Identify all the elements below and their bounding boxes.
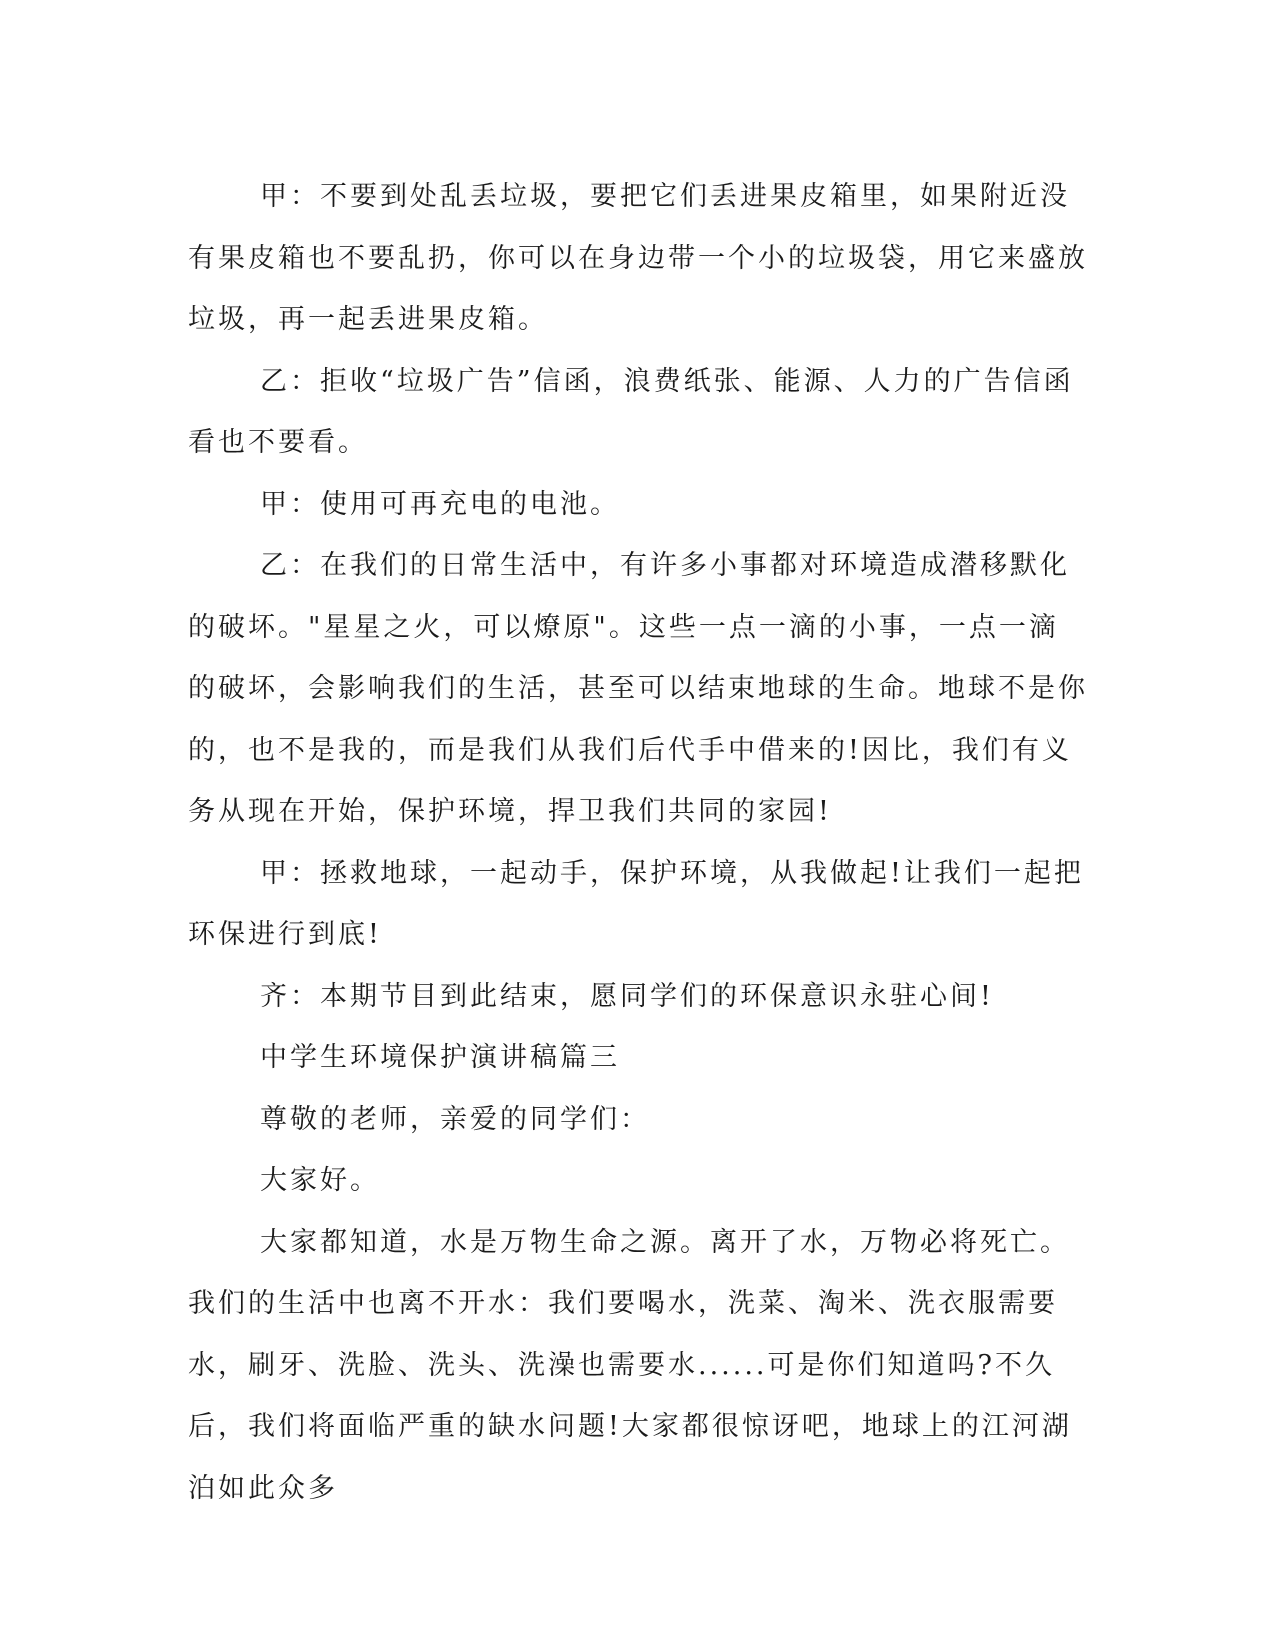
paragraph-water: 大家都知道，水是万物生命之源。离开了水，万物必将死亡。我们的生活中也离不开水：我们要喝水，洗菜、淘米、洗衣服需要水，刷牙、洗脸、洗头、洗澡也需要水......可是你们知道吗?不久后，我们将面临严重的缺水问题!大家都很惊讶吧，地球上的江河湖泊如此众多 (188, 1226, 1072, 1504)
document-body (188, 166, 1088, 1519)
paragraph-yi-daily-life: 乙：在我们的日常生活中，有许多小事都对环境造成潜移默化的破坏。"星星之火，可以燎原"。这些一点一滴的小事，一点一滴的破坏，会影响我们的生活，甚至可以结束地球的生命。地球不是你的，也不是我的，而是我们从我们后代手中借来的!因比，我们有义务从现在开始，保护环境，捍卫我们共同的家园! (188, 550, 1088, 827)
paragraph-jia-save-earth: 甲：拯救地球，一起动手，保护环境，从我做起!让我们一起把环保进行到底! (188, 857, 1084, 950)
paragraph-jia-litter: 甲：不要到处乱丢垃圾，要把它们丢进果皮箱里，如果附近没有果皮箱也不要乱扔，你可以在身边带一个小的垃圾袋，用它来盛放垃圾，再一起丢进果皮箱。 (188, 181, 1088, 335)
paragraph-salutation: 尊敬的老师，亲爱的同学们： (260, 1103, 650, 1135)
paragraph-yi-junk-mail: 乙：拒收“垃圾广告”信函，浪费纸张、能源、人力的广告信函看也不要看。 (188, 365, 1074, 458)
paragraph-jia-batteries: 甲：使用可再充电的电池。 (260, 488, 620, 520)
paragraph-greeting: 大家好。 (260, 1165, 380, 1196)
paragraph-qi-closing: 齐：本期节目到此结束，愿同学们的环保意识永驻心间! (260, 980, 994, 1012)
section-heading: 中学生环境保护演讲稿篇三 (260, 1042, 620, 1073)
